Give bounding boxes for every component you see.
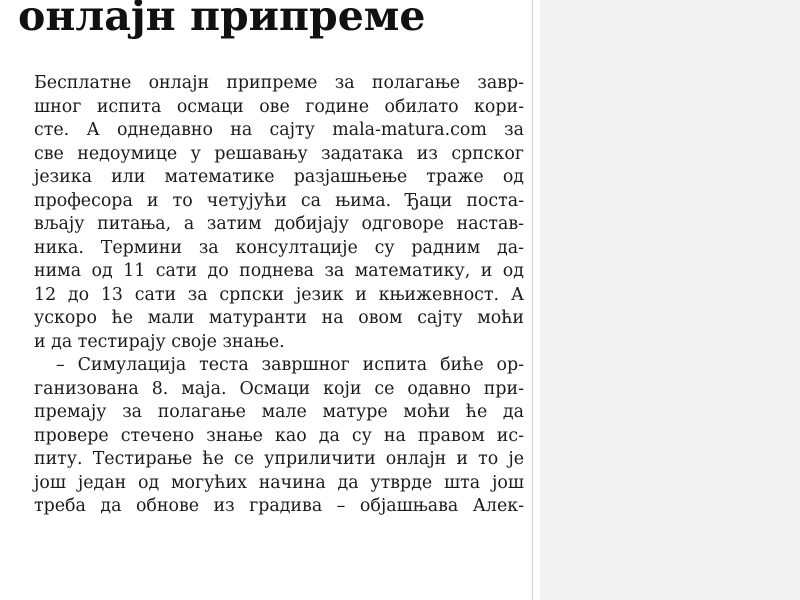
article-line: питу. Тестирање ће се уприличити онлајн и то је <box>34 449 524 469</box>
article-line: и да тестирају своје знање. <box>34 331 285 352</box>
column-divider <box>532 0 533 600</box>
article-line: ника. Термини за консултације су радним да- <box>34 237 524 258</box>
article-line: 12 до 13 сати за српски језик и књижевност. А <box>34 284 524 305</box>
article-line: треба да обнове из градива – објашњава Алек- <box>34 496 524 516</box>
article-line: – Симулација теста завршног испита биће ор- <box>56 355 524 375</box>
article-line: ганизована 8. маја. Осмаци који се одавно при- <box>34 378 524 399</box>
page-margin <box>540 0 800 600</box>
article-line: још један од могућих начина да утврде шта још <box>34 472 524 493</box>
article-line: сте. А однедавно на сајту mala-matura.com за <box>34 120 524 140</box>
article-line: ускоро ће мали матуранти на овом сајту моћи <box>34 308 524 328</box>
article-line: провере стечено знање као да су на правом ис- <box>34 425 524 446</box>
article-line: шног испита осмаци ове године обилато кори- <box>34 96 524 117</box>
article-line: Бесплатне онлајн припреме за полагање завр- <box>34 73 524 93</box>
article-line: премају за полагање мале матуре моћи ће да <box>34 402 524 422</box>
article-line: нима од 11 сати до поднева за математику, и од <box>34 261 524 281</box>
article-line: све недоумице у решавању задатака из српског <box>34 143 524 164</box>
article-line: професора и то четујући са њима. Ђаци поста- <box>34 190 524 211</box>
article-line: језика или математике разјашњење траже од <box>34 167 524 187</box>
article-body <box>34 72 524 519</box>
article-headline: онлајн припреме <box>18 0 426 40</box>
article-line: вљају питања, а затим добијају одговоре настав- <box>34 214 524 234</box>
